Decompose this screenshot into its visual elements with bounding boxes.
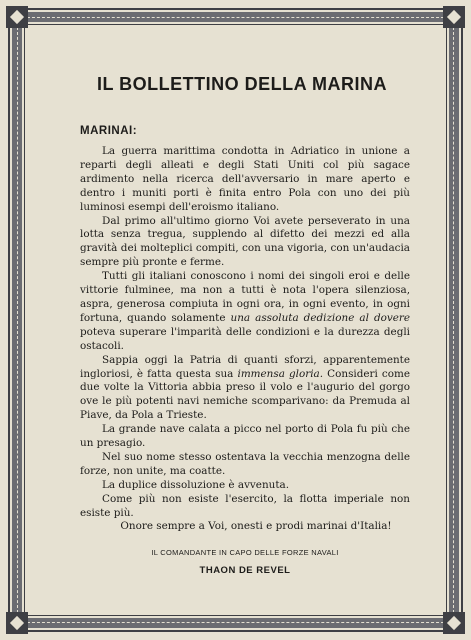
signature-title: IL COMANDANTE IN CAPO DELLE FORZE NAVALI <box>151 548 339 558</box>
paragraph-3-text-a: Tutti gli italiani conoscono i nomi dei singoli eroi e delle vittorie fulminee, ma non a tutti è nota l'opera silenziosa, aspra, generosa compiuta in ogni ora, in ogni evento, in ogni fortuna, quando solamente <box>80 270 410 324</box>
paragraph-9: Onore sempre a Voi, onesti e prodi marinai d'Italia! <box>120 520 392 533</box>
paragraph-1: La guerra marittima condotta in Adriatico in unione a reparti degli alleati e degli Stati Uniti col più sagace ardimento nella ricerca dell'avversario in mare aperto e dentro i muniti porti è finita entro Pola con uno dei più luminosi esempi dell'eroismo italiano. <box>80 145 410 213</box>
paragraph-4-text-a: Sappia oggi la Patria di quanti sforzi, apparentemente ingloriosi, è fatta questa sua <box>80 353 410 380</box>
corner-ornament-icon <box>6 612 28 634</box>
paragraph-7: La duplice dissoluzione è avvenuta. <box>102 478 290 491</box>
salutation: MARINAI: <box>80 125 138 137</box>
paragraph-3-text-b: poteva superare l'imparità delle condizioni e la durezza degli ostacoli. <box>80 325 410 352</box>
document-body <box>80 145 410 534</box>
signature-name: THAON DE REVEL <box>199 565 291 577</box>
corner-ornament-icon <box>443 6 465 28</box>
paragraph-6: Nel suo nome stesso ostentava la vecchia menzogna delle forze, non unite, ma coatte. <box>80 450 410 477</box>
paragraph-4-emphasis: immensa gloria. <box>237 367 324 380</box>
paragraph-4 <box>80 354 410 424</box>
document-content <box>80 60 410 576</box>
paragraph-3-emphasis: una assoluta dedizione al dovere <box>230 311 410 324</box>
paragraph-3 <box>80 270 410 353</box>
paragraph-2: Dal primo all'ultimo giorno Voi avete perseverato in una lotta senza tregua, supplendo al difetto dei mezzi ed alla gravità dei molteplici compiti, con una vigoria, con un'audacia sempre più pronte e ferme. <box>80 214 410 269</box>
paragraph-4-text-b: Consideri come due volte la Vittoria abbia preso il volo e l'augurio del gorgo ove le più potenti navi nemiche scomparivano: da Premuda al Piave, da Pola a Trieste. <box>80 367 411 422</box>
paragraph-8: Come più non esiste l'esercito, la flotta imperiale non esiste più. <box>80 492 410 519</box>
corner-ornament-icon <box>6 6 28 28</box>
document-title: IL BOLLETTINO DELLA MARINA <box>97 74 387 94</box>
corner-ornament-icon <box>443 612 465 634</box>
paragraph-5: La grande nave calata a picco nel porto di Pola fu più che un presagio. <box>80 423 410 450</box>
